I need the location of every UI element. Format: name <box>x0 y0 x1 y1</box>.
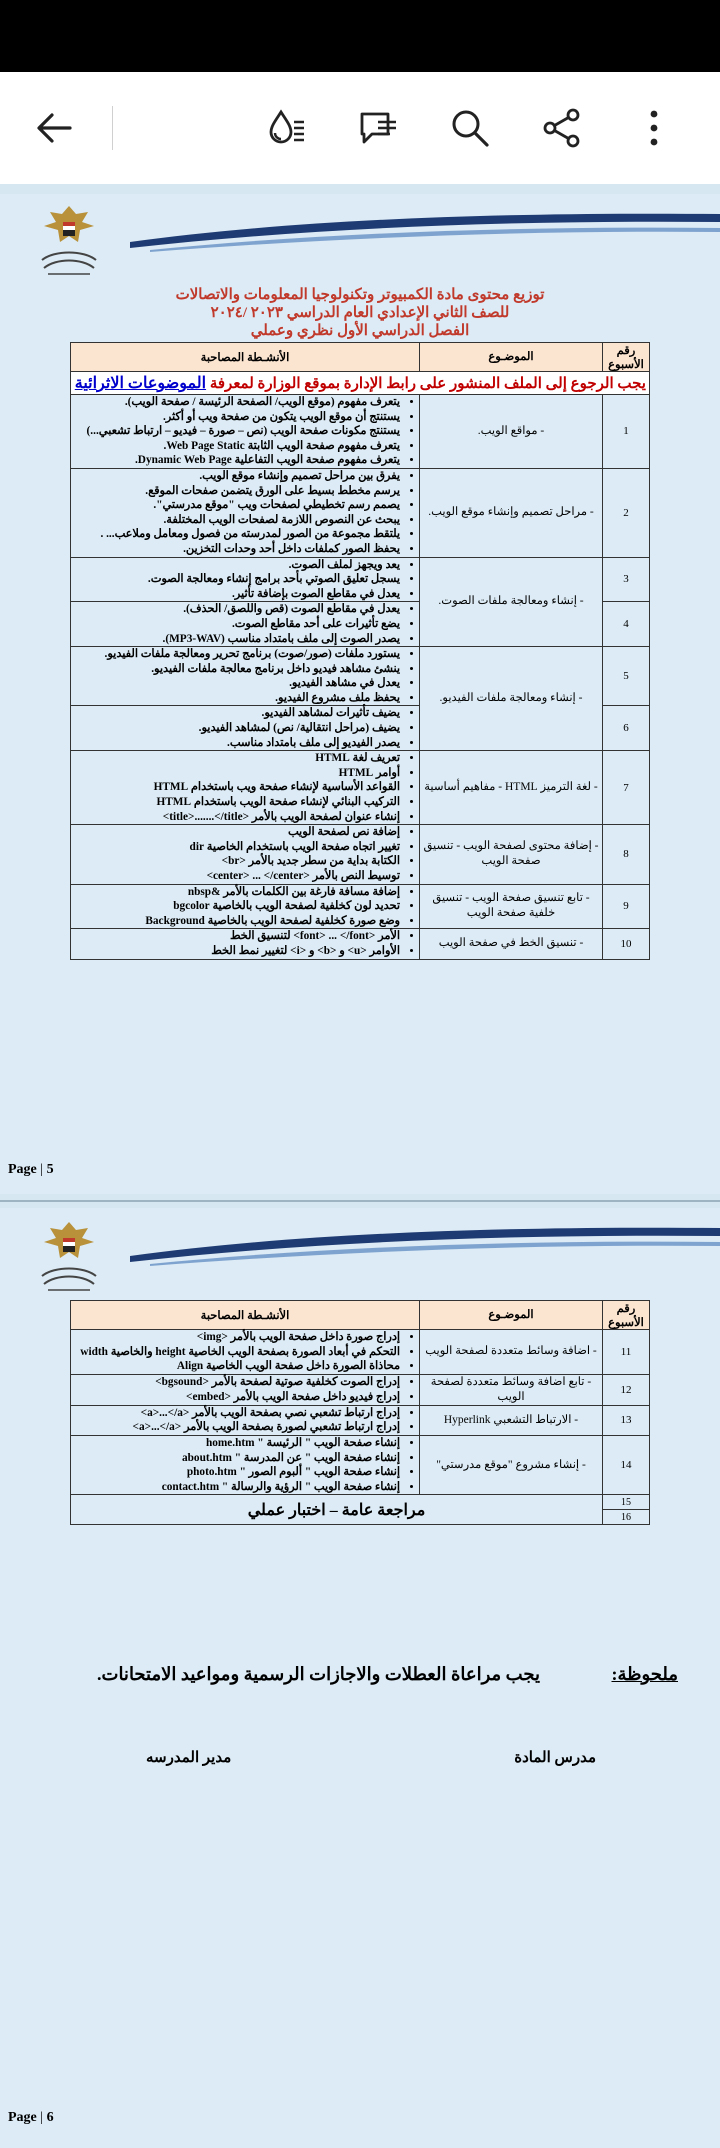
table-row <box>71 884 650 929</box>
activities-cell <box>71 1330 420 1375</box>
document-page-6 <box>0 1208 720 2148</box>
week-number: 5 <box>603 647 650 706</box>
topic-cell: - مواقع الويب. <box>420 395 603 469</box>
header-topic: الموضـوع <box>420 1301 603 1330</box>
header-week: رقم الأسبوع <box>603 1301 650 1330</box>
activity-item: • إنشاء صفحة الويب " الرئيسة " home.htm <box>74 1436 400 1451</box>
activity-item: • يصدر الفيديو إلى ملف بامتداد مناسب. <box>74 736 400 751</box>
page-separator <box>0 1200 720 1202</box>
topic-cell: - مراحل تصميم وإنشاء موقع الويب. <box>420 468 603 557</box>
page-number: 5 <box>46 1162 54 1177</box>
activity-item: • يصمم رسم تخطيطي لصفحات ويب "موقع مدرستي". <box>74 498 400 513</box>
topic-cell: - الارتباط التشعبي Hyperlink <box>420 1405 603 1435</box>
activity-item: • تحديد لون كخلفية لصفحة الويب بالخاصية bgcolor <box>74 899 400 914</box>
topic-cell: - اضافة وسائط متعددة لصفحة الويب <box>420 1330 603 1375</box>
activity-item: • يستنتج مكونات صفحة الويب (نص – صورة – فيديو – ارتباط تشعبي...) <box>74 424 400 439</box>
table-header-row <box>71 343 650 372</box>
activities-cell <box>71 884 420 929</box>
activity-item: • أوامر HTML <box>74 766 400 781</box>
week-number: 7 <box>603 751 650 825</box>
activities-cell <box>71 1405 420 1435</box>
activities-cell <box>71 929 420 959</box>
table-row <box>71 647 650 706</box>
table-row <box>71 395 650 469</box>
activity-item: • يرسم مخطط بسيط على الورق يتضمن صفحات الموقع. <box>74 484 400 499</box>
activity-item: • يتعرف مفهوم صفحة الويب التفاعلية Dynamic Web Page. <box>74 453 400 468</box>
activity-item: • الأوامر <u> و <b> و <i> لتغيير نمط الخط <box>74 944 400 959</box>
activity-item: • إنشاء عنوان لصفحة الويب بالأمر <title>.......</title> <box>74 810 400 825</box>
activity-item: • إدراج ارتباط تشعبي نصي بصفحة الويب بالأمر <a>...</a> <box>74 1406 400 1421</box>
week-number: 11 <box>603 1330 650 1375</box>
title-line-3: الفصل الدراسي الأول نظري وعملي <box>250 323 470 339</box>
activity-item: • تغيير اتجاه صفحة الويب باستخدام الخاصية dir <box>74 840 400 855</box>
activity-item: • التحكم في أبعاد الصورة بصفحة الويب الخاصية height والخاصية width <box>74 1345 400 1360</box>
document-viewer[interactable] <box>0 184 720 2148</box>
activities-cell <box>71 1435 420 1494</box>
topic-cell: - إضافة محتوى لصفحة الويب - تنسيق صفحة الويب <box>420 825 603 884</box>
ministry-logo-icon <box>34 200 104 280</box>
topic-cell: - لغة الترميز HTML - مفاهيم أساسية <box>420 751 603 825</box>
title-line-1: توزيع محتوى مادة الكمبيوتر وتكنولوجيا المعلومات والاتصالات <box>175 287 545 303</box>
week-number: 12 <box>603 1374 650 1405</box>
activity-item: • إنشاء صفحة الويب " عن المدرسة " about.htm <box>74 1451 400 1466</box>
note-label: ملحوظة: <box>611 1664 678 1684</box>
activity-item: • القواعد الأساسية لإنشاء صفحة ويب باستخدام HTML <box>74 780 400 795</box>
activity-item: • يضيف (مراحل انتقالية/ نص) لمشاهد الفيديو. <box>74 721 400 736</box>
table-row <box>71 1374 650 1405</box>
ministry-logo-icon <box>34 1216 104 1296</box>
notice-text: يجب الرجوع إلى الملف المنشور على رابط الإدارة بموقع الوزارة لمعرفة <box>209 376 646 392</box>
week-number: 10 <box>603 929 650 959</box>
header-topic: الموضـوع <box>420 343 603 372</box>
activities-cell <box>71 602 420 647</box>
topic-cell: - تابع تنسيق صفحة الويب - تنسيق خلفية صفحة الويب <box>420 884 603 929</box>
table-row <box>71 1435 650 1494</box>
document-page-5 <box>0 194 720 1194</box>
table-header-row <box>71 1301 650 1330</box>
activity-item: • إدراج فيديو داخل صفحة الويب بالأمر <embed> <box>74 1390 400 1405</box>
week-number: 13 <box>603 1405 650 1435</box>
activities-cell <box>71 468 420 557</box>
activity-item: • الأمر <font> ... </font> لتنسيق الخط <box>74 929 400 944</box>
activity-item: • إنشاء صفحة الويب " ألبوم الصور " photo.htm <box>74 1465 400 1480</box>
topic-cell: - إنشاء ومعالجة ملفات الصوت. <box>420 557 603 647</box>
activity-item: • إدراج الصوت كخلفية صوتية لصفحة بالأمر <bgsound> <box>74 1375 400 1390</box>
header-activities: الأنشـطة المصاحبة <box>71 343 420 372</box>
week-number: 6 <box>603 706 650 751</box>
review-week-16: 16 <box>603 1510 650 1525</box>
activity-item: • إضافة نص لصفحة الويب <box>74 825 400 840</box>
note-text: يجب مراعاة العطلات والاجازات الرسمية ومواعيد الامتحانات. <box>97 1664 540 1684</box>
activity-item: • يعدل في مقاطع الصوت (قص واللصق/ الحذف). <box>74 602 400 617</box>
table-row <box>71 929 650 959</box>
activity-item: • إنشاء صفحة الويب " الرؤية والرسالة " contact.htm <box>74 1480 400 1495</box>
activity-item: • إدراج صورة داخل صفحة الويب بالأمر <img> <box>74 1330 400 1345</box>
signature-teacher: مدرس المادة <box>514 1750 596 1766</box>
enrichment-notice <box>71 372 650 395</box>
table-row <box>71 468 650 557</box>
week-number: 3 <box>603 557 650 602</box>
title-line-2: للصف الثاني الإعدادي العام الدراسي ٢٠٢٣ /٢٠٢٤ <box>210 305 510 321</box>
activity-item: • يبحث عن النصوص اللازمة لصفحات الويب المختلفة. <box>74 513 400 528</box>
activities-cell <box>71 706 420 751</box>
review-row <box>71 1495 650 1510</box>
activities-cell <box>71 647 420 706</box>
document-title <box>0 286 720 340</box>
week-number: 4 <box>603 602 650 647</box>
activity-item: • يستنتج أن موقع الويب يتكون من صفحة ويب أو أكثر. <box>74 410 400 425</box>
activity-item: • توسيط النص بالأمر <center> ... </center> <box>74 869 400 884</box>
header-week: رقم الأسبوع <box>603 343 650 372</box>
activity-item: • يسجل تعليق الصوتي بأحد برامج إنشاء ومعالجة الصوت. <box>74 572 400 587</box>
activity-item: • يتعرف مفهوم (موقع الويب/ الصفحة الرئيسة / صفحة الويب). <box>74 395 400 410</box>
topic-cell: - تنسيق الخط في صفحة الويب <box>420 929 603 959</box>
topic-cell: - تابع اضافة وسائط متعددة لصفحة الويب <box>420 1374 603 1405</box>
activity-item: • يستورد ملفات (صور/صوت) برنامج تحرير ومعالجة ملفات الفيديو. <box>74 647 400 662</box>
week-number: 8 <box>603 825 650 884</box>
week-number: 1 <box>603 395 650 469</box>
activities-cell <box>71 395 420 469</box>
toolbar-divider <box>112 106 113 150</box>
activity-item: • إضافة مسافة فارغة بين الكلمات بالأمر &nbsp <box>74 885 400 900</box>
activity-item: • يحفظ ملف مشروع الفيديو. <box>74 691 400 706</box>
review-text: مراجعة عامة – اختبار عملي <box>71 1495 603 1525</box>
status-bar <box>0 0 720 72</box>
topic-cell: - إنشاء مشروع "موقع مدرستي" <box>420 1435 603 1494</box>
topic-cell: - إنشاء ومعالجة ملفات الفيديو. <box>420 647 603 751</box>
review-week-15: 15 <box>603 1495 650 1510</box>
ink-drop-icon[interactable] <box>258 100 314 156</box>
page-footer-5: Page | 5 <box>8 1162 54 1177</box>
signature-principal: مدير المدرسه <box>146 1750 232 1766</box>
header-swoosh <box>130 208 720 258</box>
activity-item: • يعد ويجهز لملف الصوت. <box>74 558 400 573</box>
week-number: 2 <box>603 468 650 557</box>
activity-item: • الكتابة بداية من سطر جديد بالأمر <br> <box>74 854 400 869</box>
header-swoosh <box>130 1222 720 1272</box>
activity-item: • يفرق بين مراحل تصميم وإنشاء موقع الويب. <box>74 469 400 484</box>
back-arrow-icon[interactable] <box>26 100 82 156</box>
viewer-toolbar <box>0 72 720 184</box>
page-number: 6 <box>46 2110 54 2125</box>
activity-item: • إدراج ارتباط تشعبي لصورة بصفحة الويب بالأمر <a>...</a> <box>74 1420 400 1435</box>
share-icon[interactable] <box>534 100 590 156</box>
activity-item: • وضع صورة كخلفية لصفحة الويب بالخاصية Background <box>74 914 400 929</box>
activity-item: • محاذاة الصورة داخل صفحة الويب الخاصية Align <box>74 1359 400 1374</box>
activity-item: • يحفظ الصور كملفات داخل أحد وحدات التخزين. <box>74 542 400 557</box>
activities-cell <box>71 751 420 825</box>
page-footer-6: Page | 6 <box>8 2110 54 2125</box>
activity-item: • يتعرف مفهوم صفحة الويب الثابتة Web Page Static. <box>74 439 400 454</box>
activities-cell <box>71 1374 420 1405</box>
page-label: Page <box>8 2110 37 2125</box>
activity-item: • تعريف لغة HTML <box>74 751 400 766</box>
comments-icon[interactable] <box>350 100 406 156</box>
table-row <box>71 1405 650 1435</box>
curriculum-table-2 <box>70 1300 650 1525</box>
table-row <box>71 825 650 884</box>
activities-cell <box>71 825 420 884</box>
search-icon[interactable] <box>442 100 498 156</box>
more-vert-icon[interactable] <box>626 100 682 156</box>
activity-item: • يعدل في مقاطع الصوت بإضافة تأثير. <box>74 587 400 602</box>
activity-item: • يضيف تأثيرات لمشاهد الفيديو. <box>74 706 400 721</box>
header-activities: الأنشـطة المصاحبة <box>71 1301 420 1330</box>
week-number: 9 <box>603 884 650 929</box>
activity-item: • يصدر الصوت إلى ملف بامتداد مناسب (MP3-WAV). <box>74 632 400 647</box>
curriculum-table-1 <box>70 342 650 960</box>
enrichment-topics-link[interactable]: الموضوعات الاثرائية <box>74 375 207 392</box>
activity-item: • يضع تأثيرات على أحد مقاطع الصوت. <box>74 617 400 632</box>
activity-item: • التركيب البنائي لإنشاء صفحة الويب باستخدام HTML <box>74 795 400 810</box>
activities-cell <box>71 557 420 602</box>
table-row <box>71 1330 650 1375</box>
table-row <box>71 751 650 825</box>
activity-item: • يلتقط مجموعة من الصور لمدرسته من فصول ومعامل وملاعب... . <box>74 527 400 542</box>
week-number: 14 <box>603 1435 650 1494</box>
page-label: Page <box>8 1162 37 1177</box>
table-row <box>71 557 650 602</box>
activity-item: • ينشئ مشاهد فيديو داخل برنامج معالجة ملفات الفيديو. <box>74 662 400 677</box>
activity-item: • يعدل في مشاهد الفيديو. <box>74 676 400 691</box>
